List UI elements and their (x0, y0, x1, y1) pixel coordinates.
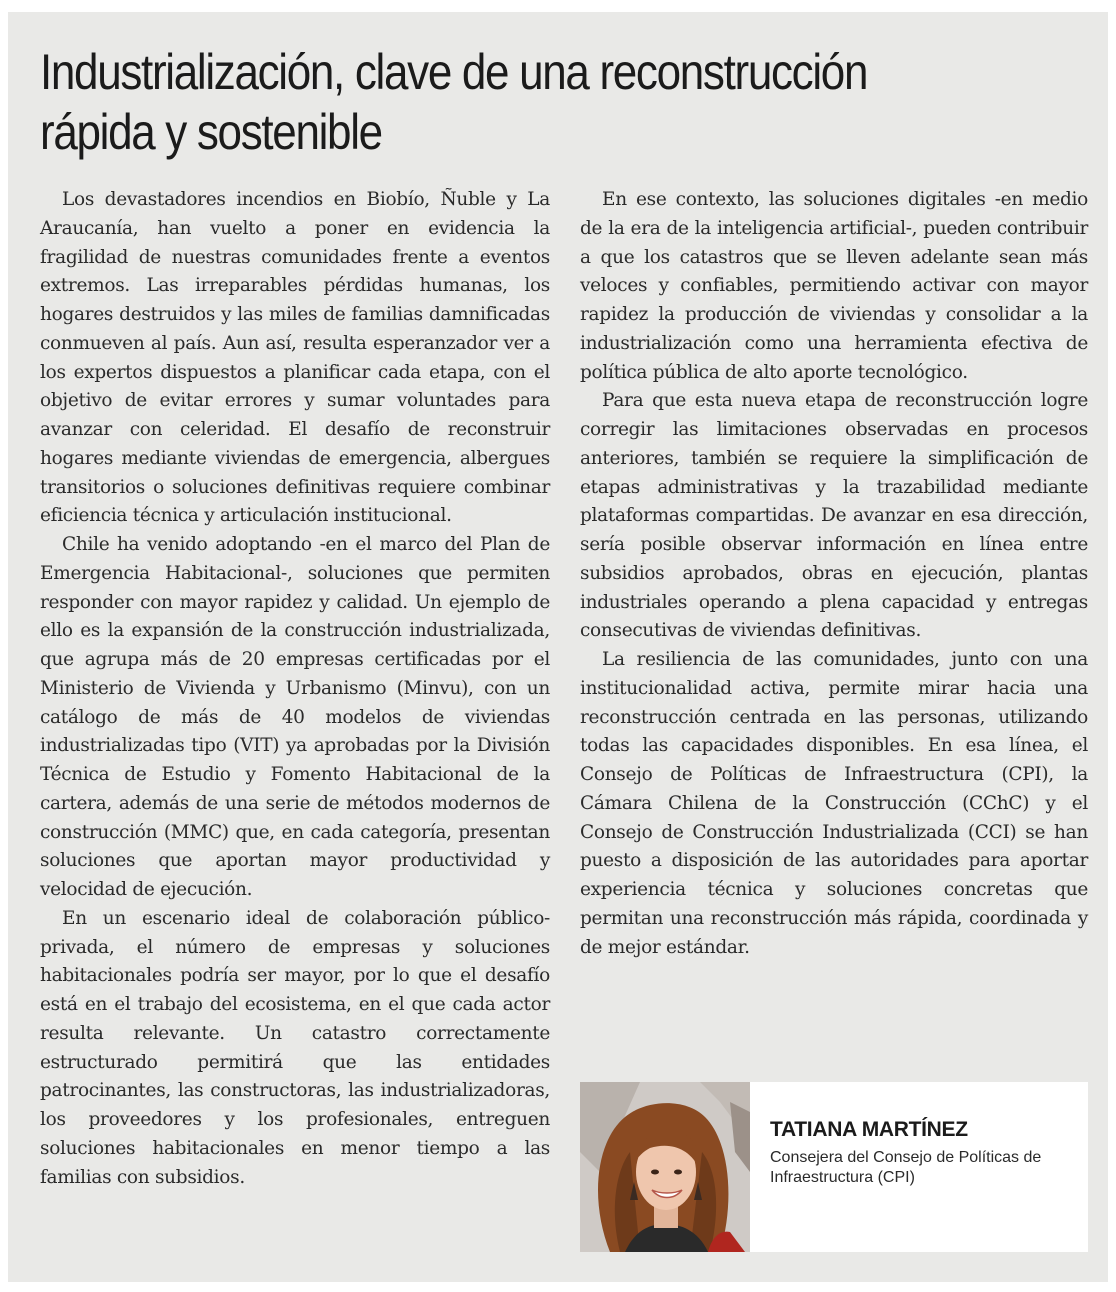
article-paragraph: En un escenario ideal de colaboración público-privada, el número de empresas y soluciones habitacionales podría ser mayor, por lo que el desafío está en el trabajo del ecosistema, en el que cada actor resulta relevante. Un catastro correctamente estructurado permitirá que las entidades patrocinantes, las constructoras, las industrializadoras, los proveedores y los profesionales, entreguen soluciones habitacionales en menor tiempo a las familias con subsidios. (40, 907, 550, 1188)
article-paragraph: En ese contexto, las soluciones digitales -en medio de la era de la inteligencia artificial-, pueden contribuir a que los catastros que se lleven adelante sean más veloces y confiables, permitiendo activar con mayor rapidez la producción de viviendas y consolidar a la industrialización como una herramienta efectiva de política pública de alto aporte tecnológico. (580, 189, 1088, 383)
author-photo (580, 1082, 750, 1252)
newspaper-clipping (8, 12, 1108, 1282)
article-paragraph: La resiliencia de las comunidades, junto con una institucionalidad activa, permite mirar hacia una reconstrucción centrada en las personas, utilizando todas las capacidades disponibles. En esa línea, el Consejo de Políticas de Infraestructura (CPI), la Cámara Chilena de la Construcción (CChC) y el Consejo de Construcción Industrializada (CCI) se han puesto a disposición de las autoridades para aportar experiencia técnica y soluciones concretas que permitan una reconstrucción más rápida, coordinada y de mejor estándar. (580, 649, 1088, 958)
article-column-left (40, 186, 550, 1192)
author-byline-box (580, 1082, 1088, 1252)
author-portrait-image (580, 1082, 750, 1252)
article-paragraph: Para que esta nueva etapa de reconstrucción logre corregir las limitaciones observadas en procesos anteriores, también se requiere la simplificación de etapas administrativas y la trazabilidad mediante plataformas compartidas. De avanzar en esa dirección, sería posible observar información en línea entre subsidios aprobados, obras en ejecución, plantas industriales operando a plena capacidad y entregas consecutivas de viviendas definitivas. (580, 390, 1088, 642)
article-paragraph: Chile ha venido adoptando -en el marco del Plan de Emergencia Habitacional-, soluciones que permiten responder con mayor rapidez y calidad. Un ejemplo de ello es la expansión de la construcción industrializada, que agrupa más de 20 empresas certificadas por el Ministerio de Vivienda y Urbanismo (Minvu), con un catálogo de más de 40 modelos de viviendas industrializadas tipo (VIT) ya aprobadas por la División Técnica de Estudio y Fomento Habitacional de la cartera, además de una serie de métodos modernos de construcción (MMC) que, en cada categoría, presentan soluciones que aportan mayor productividad y velocidad de ejecución. (40, 534, 550, 900)
author-role: Consejera del Consejo de Políticas de Infraestructura (CPI) (770, 1149, 1042, 1186)
author-name: TATIANA MARTÍNEZ (770, 1118, 968, 1141)
article-column-right (580, 186, 1088, 962)
article-headline: Industrialización, clave de una reconstrucción rápida y sostenible (40, 44, 868, 160)
article-paragraph: Los devastadores incendios en Biobío, Ñuble y La Araucanía, han vuelto a poner en evidencia la fragilidad de nuestras comunidades frente a eventos extremos. Las irreparables pérdidas humanas, los hogares destruidos y las miles de familias damnificadas conmueven al país. Aun así, resulta esperanzador ver a los expertos dispuestos a planificar cada etapa, con el objetivo de evitar errores y sumar voluntades para avanzar con celeridad. El desafío de reconstruir hogares mediante viviendas de emergencia, albergues transitorios o soluciones definitivas requiere combinar eficiencia técnica y articulación institucional. (40, 189, 550, 527)
